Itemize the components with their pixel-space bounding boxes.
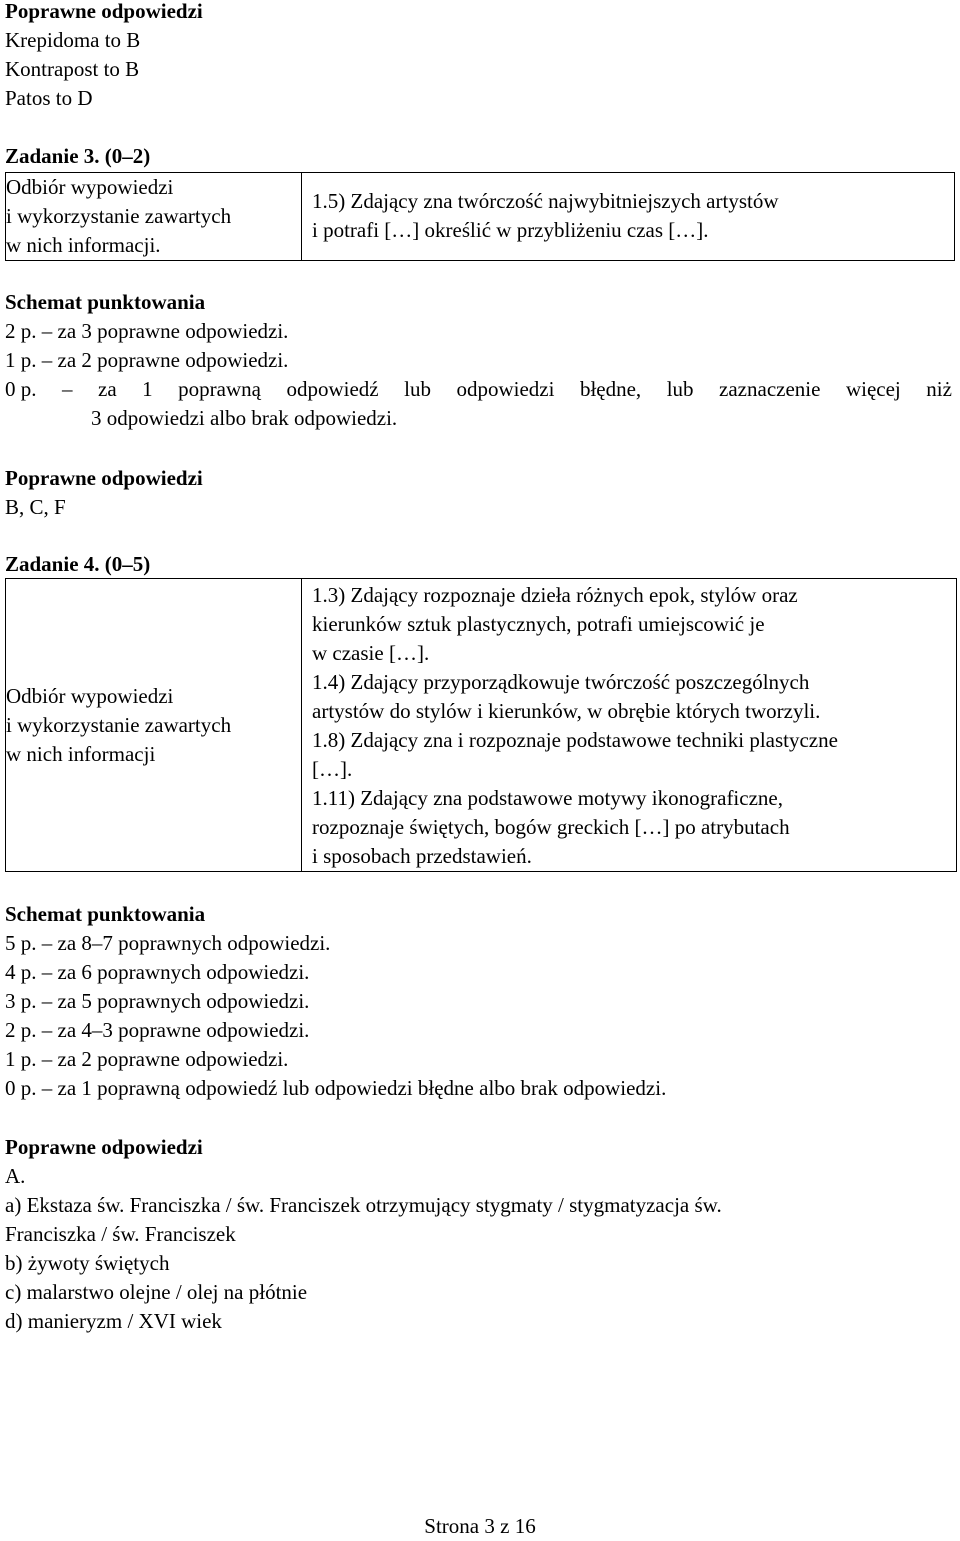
task4-left-cell xyxy=(6,579,302,872)
task3-answers xyxy=(5,464,203,522)
answer-line: a) Ekstaza św. Franciszka / św. Franciszek otrzymujący stygmaty / stygmatyzacja św. xyxy=(5,1193,722,1217)
task4-title: Zadanie 4. (0–5) xyxy=(5,552,151,576)
cell-line: 1.8) Zdający zna i rozpoznaje podstawowe techniki plastyczne xyxy=(312,728,838,752)
cell-line: w nich informacji. xyxy=(6,233,161,257)
scoring-line: 1 p. – za 2 poprawne odpowiedzi. xyxy=(5,348,289,372)
scoring-line: 5 p. – za 8–7 poprawnych odpowiedzi. xyxy=(5,931,331,955)
answer-line: Krepidoma to B xyxy=(5,28,141,52)
word: 0 p. xyxy=(5,377,37,401)
cell-line: kierunków sztuk plastycznych, potrafi umiejscowić je xyxy=(312,612,765,636)
cell-line: i wykorzystanie zawartych xyxy=(6,712,232,737)
cell-line: i wykorzystanie zawartych xyxy=(6,204,232,228)
task3-right-cell xyxy=(302,173,955,261)
word: poprawną xyxy=(178,377,261,401)
cell-line: i sposobach przedstawień. xyxy=(312,844,532,868)
task4-requirements-table xyxy=(5,578,957,872)
scoring-line-continuation: 3 odpowiedzi albo brak odpowiedzi. xyxy=(91,406,398,430)
task3-left-cell xyxy=(6,173,302,261)
answers-section-task2 xyxy=(5,0,203,113)
scoring-line: 3 p. – za 5 poprawnych odpowiedzi. xyxy=(5,989,310,1013)
cell-line: 1.5) Zdający zna twórczość najwybitniejszych artystów xyxy=(312,189,779,213)
scoring-heading: Schemat punktowania xyxy=(5,290,206,314)
scoring-line: 2 p. – za 4–3 poprawne odpowiedzi. xyxy=(5,1018,310,1042)
answer-line: Patos to D xyxy=(5,86,93,110)
cell-line: rozpoznaje świętych, bogów greckich […] po atrybutach xyxy=(312,815,790,839)
answer-line: A. xyxy=(5,1164,26,1188)
cell-line: 1.4) Zdający przyporządkowuje twórczość poszczególnych xyxy=(312,670,810,694)
scoring-line-zero xyxy=(5,375,952,404)
word: lub xyxy=(404,377,431,401)
answer-line: B, C, F xyxy=(5,495,66,519)
cell-line: i potrafi […] określić w przybliżeniu czas […]. xyxy=(312,218,709,242)
scoring-line: 0 p. – za 1 poprawną odpowiedź lub odpowiedzi błędne albo brak odpowiedzi. xyxy=(5,1076,667,1100)
page-number: Strona 3 z 16 xyxy=(424,1514,536,1538)
cell-line: Odbiór wypowiedzi xyxy=(6,175,174,199)
task4-answers xyxy=(5,1133,722,1336)
cell-line: 1.11) Zdający zna podstawowe motywy ikonograficzne, xyxy=(312,786,783,810)
task3-requirements-table xyxy=(5,172,955,261)
cell-line: artystów do stylów i kierunków, w obrębie których tworzyli. xyxy=(312,699,821,723)
answer-line: c) malarstwo olejne / olej na płótnie xyxy=(5,1280,308,1304)
answers-heading: Poprawne odpowiedzi xyxy=(5,1135,203,1159)
task4-scoring xyxy=(5,900,666,1103)
word: więcej xyxy=(845,377,901,401)
scoring-line: 4 p. – za 6 poprawnych odpowiedzi. xyxy=(5,960,310,984)
word: niż xyxy=(926,377,952,401)
word: za xyxy=(98,377,117,401)
cell-line: w czasie […]. xyxy=(312,641,430,665)
word: – xyxy=(62,377,73,401)
scoring-heading: Schemat punktowania xyxy=(5,902,206,926)
answers-heading: Poprawne odpowiedzi xyxy=(5,466,203,490)
word: błędne, xyxy=(579,377,642,401)
word: odpowiedź xyxy=(286,377,379,401)
task3-title: Zadanie 3. (0–2) xyxy=(5,144,151,168)
answer-line: Franciszka / św. Franciszek xyxy=(5,1222,236,1246)
answers-heading: Poprawne odpowiedzi xyxy=(5,0,203,23)
word: zaznaczenie xyxy=(719,377,821,401)
answer-line: d) manieryzm / XVI wiek xyxy=(5,1309,222,1333)
answer-line: b) żywoty świętych xyxy=(5,1251,170,1275)
cell-line: […]. xyxy=(312,757,353,781)
scoring-line: 2 p. – za 3 poprawne odpowiedzi. xyxy=(5,319,289,343)
word: lub xyxy=(666,377,694,401)
task3-scoring xyxy=(5,288,952,433)
word: odpowiedzi xyxy=(456,377,555,401)
cell-line: 1.3) Zdający rozpoznaje dzieła różnych epok, stylów oraz xyxy=(312,583,798,607)
task4-right-cell xyxy=(302,579,957,872)
answer-line: Kontrapost to B xyxy=(5,57,140,81)
cell-line: w nich informacji xyxy=(6,741,156,766)
word: 1 xyxy=(142,377,153,401)
cell-line: Odbiór wypowiedzi xyxy=(6,683,174,708)
scoring-line: 1 p. – za 2 poprawne odpowiedzi. xyxy=(5,1047,289,1071)
